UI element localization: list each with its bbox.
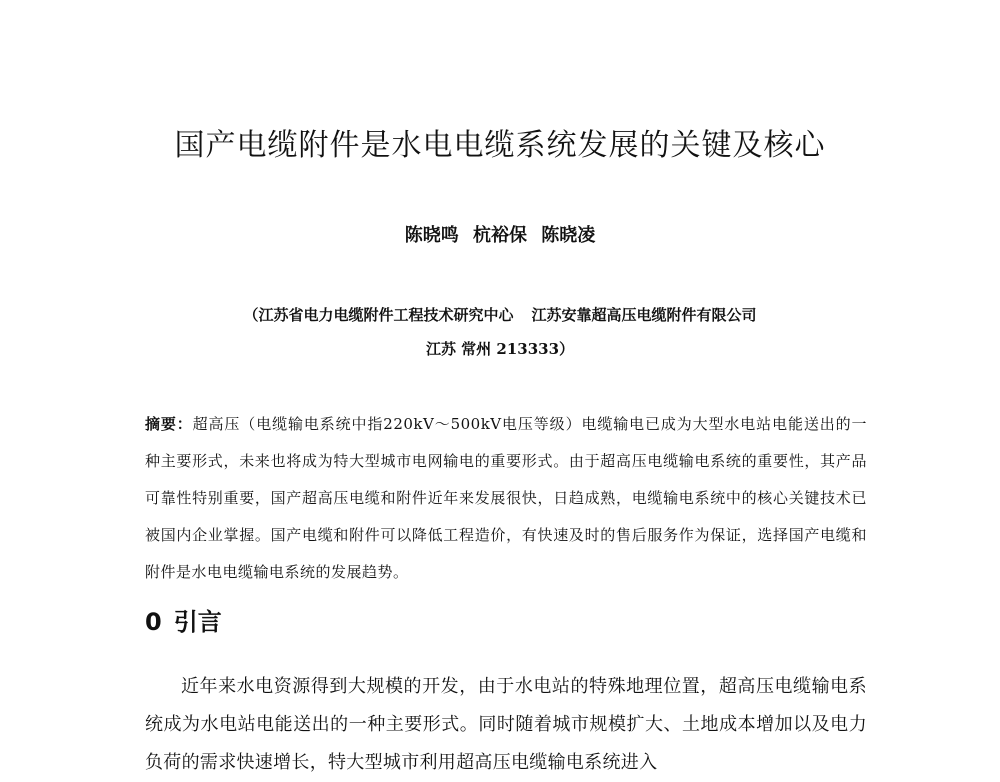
affiliation xyxy=(0,298,1000,366)
section-number: 0 xyxy=(145,608,162,636)
abstract xyxy=(145,406,867,591)
affiliation-org-1: （江苏省电力电缆附件工程技术研究中心 xyxy=(243,306,514,324)
abstract-text: 超高压（电缆输电系统中指220kV～500kV电压等级）电缆输电已成为大型水电站电能送出的一种主要形式，未来也将成为特大型城市电网输电的重要形式。由于超高压电缆输电系统的重要性，其产品可靠性特别重要，国产超高压电缆和附件近年来发展很快，日趋成熟，电缆输电系统中的核心关键技术已被国内企业掌握。国产电缆和附件可以降低工程造价，有快速及时的售后服务作为保证，选择国产电缆和附件是水电电缆输电系统的发展趋势。 xyxy=(145,415,867,581)
intro-paragraph: 近年来水电资源得到大规模的开发，由于水电站的特殊地理位置，超高压电缆输电系统成为水电站电能送出的一种主要形式。同时随着城市规模扩大、土地成本增加以及电力负荷的需求快速增长，特大型城市利用超高压电缆输电系统进入 xyxy=(145,676,867,773)
author-list: 陈晓鸣 杭裕保 陈晓凌 xyxy=(404,225,596,246)
paper-title: 国产电缆附件是水电电缆系统发展的关键及核心 xyxy=(174,128,826,163)
section-title: 引言 xyxy=(173,608,222,636)
affiliation-org-2: 江苏安靠超高压电缆附件有限公司 xyxy=(531,306,757,324)
affiliation-line-1 xyxy=(0,298,1000,332)
abstract-label: 摘要： xyxy=(145,415,193,433)
section-heading xyxy=(145,602,222,642)
affiliation-line-2: 江苏 常州 213333） xyxy=(425,340,575,358)
